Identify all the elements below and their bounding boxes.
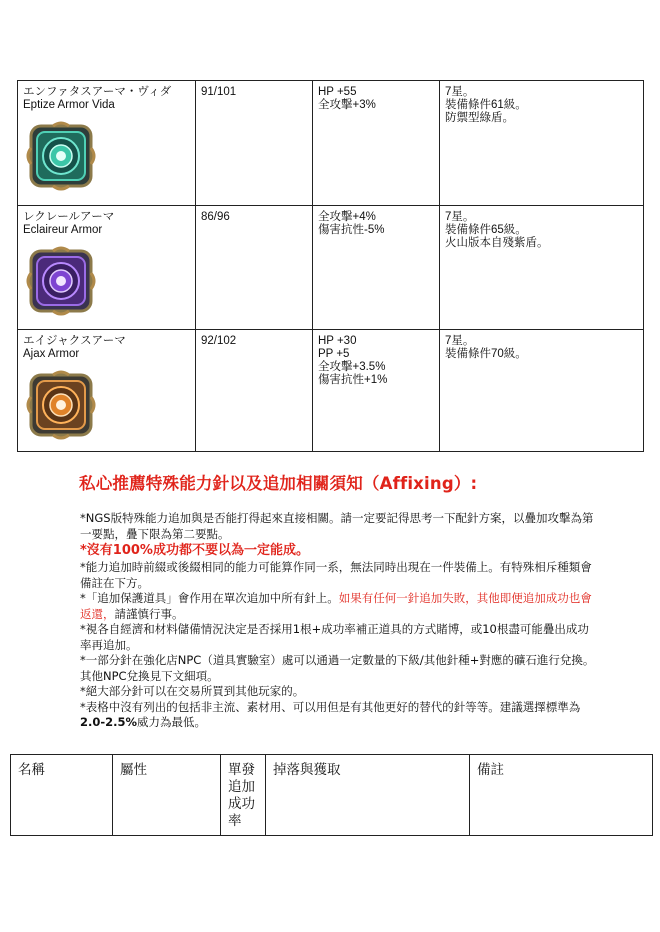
armor-stats-cell [313, 81, 440, 206]
note: *視各自經濟和材料儲備情況決定是否採用1根+成功率補正道具的方式賭博，或10根盡可能疊出成功率再追加。 [80, 622, 589, 652]
note-text: *「追加保護道具」會作用在單次追加中所有針上。 [80, 591, 339, 605]
armor-name-jp: エイジャクスアーマ [23, 335, 126, 347]
note: *NGS版特殊能力追加與是否能打得起來直接相關。請一定要記得思考一下配針方案，以疊加攻擊為第一要點，疊下限為第二要點。 [80, 511, 594, 541]
armor-note: 裝備條件61級。 [445, 99, 527, 111]
header-rate: 單發追加成功率 [228, 762, 255, 829]
header-remark: 備註 [470, 755, 653, 836]
armor-name-cell [18, 330, 196, 452]
armor-note: 7星。 [445, 335, 475, 347]
warning-note: *沒有100%成功都不要以為一定能成。 [80, 543, 309, 558]
table-row [18, 330, 644, 452]
armor-name-en: Eclaireur Armor [23, 224, 103, 236]
table-header-row [11, 755, 653, 836]
armor-stat: PP +5 [318, 348, 350, 360]
armor-note: 火山版本自殘紫盾。 [445, 237, 549, 249]
armor-notes-cell [440, 330, 644, 452]
note-emphasis: 2.0-2.5% [80, 715, 138, 729]
note-text: *表格中沒有列出的包括非主流、素材用、可以用但是有其他更好的替代的針等等。建議選擇標準為 [80, 699, 581, 714]
armor-stat: 傷害抗性+1% [318, 374, 388, 386]
note-text: 威力為最低。 [137, 715, 207, 729]
armor-note: 裝備條件65級。 [445, 224, 527, 236]
armor-table [17, 80, 644, 452]
armor-name-en: Ajax Armor [23, 348, 80, 360]
table-row [18, 81, 644, 206]
armor-notes-cell [440, 206, 644, 330]
armor-stat: HP +55 [318, 86, 357, 98]
orange-unit-icon [23, 367, 99, 443]
header-source: 掉落與獲取 [266, 755, 470, 836]
header-rate-cell [221, 755, 266, 836]
note: *絕大部分針可以在交易所買到其他玩家的。 [80, 684, 305, 698]
armor-name-jp: エンファタスアーマ・ヴィダ [23, 86, 172, 98]
armor-note: 裝備條件70級。 [445, 348, 527, 360]
armor-stat: 全攻擊+4% [318, 211, 376, 223]
armor-name-cell [18, 81, 196, 206]
armor-stat: 傷害抗性-5% [318, 224, 385, 236]
armor-note: 7星。 [445, 86, 475, 98]
note [80, 700, 600, 731]
green-unit-icon [23, 118, 99, 194]
armor-stat: 全攻擊+3% [318, 99, 376, 111]
armor-stat: 全攻擊+3.5% [318, 361, 386, 373]
armor-value: 92/102 [196, 330, 313, 452]
armor-stats-cell [313, 330, 440, 452]
armor-value: 86/96 [196, 206, 313, 330]
header-name: 名稱 [11, 755, 113, 836]
warning-text: 如果有任何一針追加失敗，其他即便追加成功也會返還， [80, 591, 592, 621]
section-title: 私心推薦特殊能力針以及追加相關須知（Affixing）: [79, 474, 478, 493]
note [80, 591, 600, 622]
armor-stat: HP +30 [318, 335, 357, 347]
table-row [18, 206, 644, 330]
armor-name-cell [18, 206, 196, 330]
note: *能力追加時前綴或後綴相同的能力可能算作同一系，無法同時出現在一件裝備上。有特殊相斥種類會備註在下方。 [80, 560, 592, 590]
armor-stats-cell [313, 206, 440, 330]
armor-note: 防禦型綠盾。 [445, 112, 514, 124]
note-text: 請謹慎行事。 [114, 606, 184, 621]
armor-value: 91/101 [196, 81, 313, 206]
armor-name-en: Eptize Armor Vida [23, 99, 115, 111]
note: *一部分針在強化店NPC（道具實驗室）處可以通過一定數量的下級/其他針種+對應的礦石進行兌換。其他NPC兌換見下文細項。 [80, 653, 595, 683]
purple-unit-icon [23, 243, 99, 319]
armor-note: 7星。 [445, 211, 475, 223]
affix-table [10, 754, 653, 836]
header-attribute: 屬性 [113, 755, 221, 836]
armor-name-jp: レクレールアーマ [23, 211, 115, 223]
notes-block [80, 511, 600, 731]
armor-notes-cell [440, 81, 644, 206]
